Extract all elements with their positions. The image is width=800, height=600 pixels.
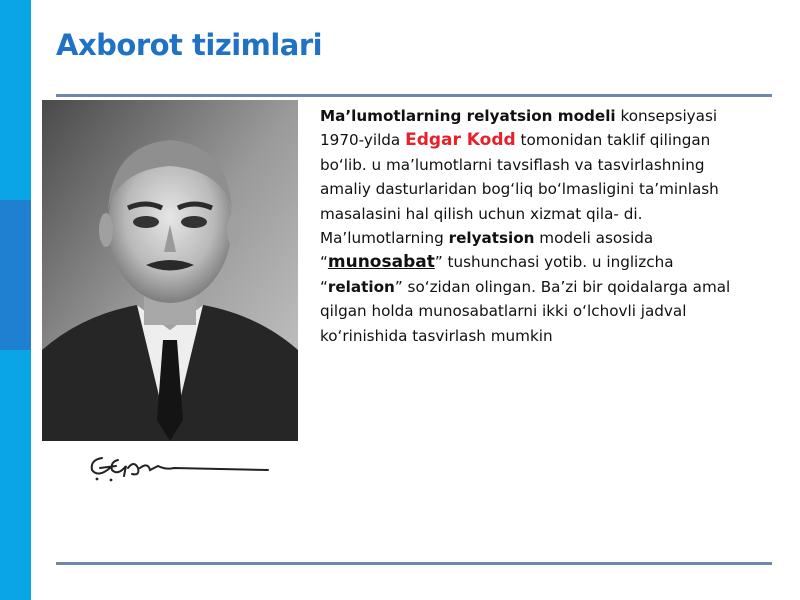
highlight-edgar-kodd: Edgar Kodd — [405, 130, 516, 151]
portrait-photo — [42, 100, 298, 441]
body-paragraph — [320, 104, 750, 348]
footer-divider — [56, 562, 772, 565]
term-relational-model: Ma’lumotlarning relyatsion modeli — [320, 107, 616, 125]
signature-image — [88, 452, 274, 484]
slide-title: Axborot tizimlari — [56, 28, 323, 62]
body-text-segment: ” so‘zidan olingan. Ba’zi bir qoidalarga amal qilgan holda munosabatlarni ikki o‘lchovli jadval ko‘rinishida tasvirlash mumkin — [320, 277, 731, 345]
title-divider — [56, 94, 772, 97]
body-text-segment: konsepsiyasi 1970-yilda — [320, 107, 718, 150]
left-accent-band-dark — [0, 200, 31, 350]
body-text — [320, 104, 750, 348]
body-text-segment: modeli asosida “ — [320, 229, 654, 272]
term-relation: relation — [327, 277, 395, 296]
term-munosabat: munosabat — [327, 252, 435, 273]
body-text-segment: ” tushunchasi yotib. u inglizcha “ — [320, 253, 674, 296]
term-relyatsion: relyatsion — [448, 229, 535, 248]
body-text-segment: tomonidan taklif qilingan bo‘lib. u ma’lumotlarni tavsiflash va tasvirlashning amaliy dasturlaridan bog‘liq bo‘lmasligini ta’minlash masalasini hal qilish uchun xizmat qila- di. Ma’lumotlarning — [320, 131, 719, 248]
